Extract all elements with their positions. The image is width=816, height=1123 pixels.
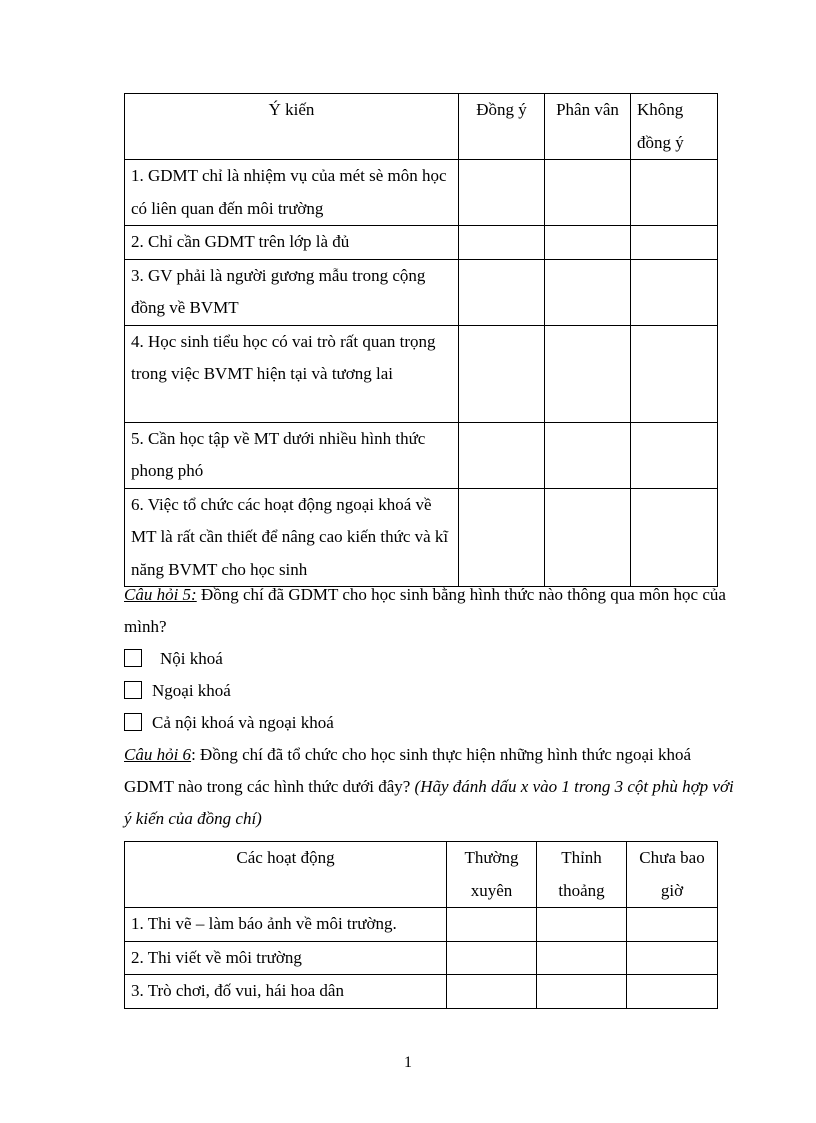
answer-cell[interactable] [545,160,631,226]
answer-cell[interactable] [545,422,631,488]
checkbox[interactable] [124,713,142,731]
option-ca-hai[interactable] [124,707,334,739]
header-cell-sometimes: Thỉnh thoảng [537,842,627,908]
question-6-text: : Đồng chí đã tổ chức cho học sinh thực hiện những hình thức ngoại khoá GDMT nào trong các hình thức dưới đây? [124,745,692,796]
answer-cell[interactable] [537,941,627,975]
question-5-text: Đồng chí đã GDMT cho học sinh bằng hình thức nào thông qua môn học của mình? [124,585,726,636]
row-text: 5. Cần học tập về MT dưới nhiều hình thức phong phó [125,422,459,488]
option-label: Ngoại khoá [152,681,231,700]
page-number: 1 [404,1054,412,1071]
option-ngoai-khoa[interactable] [124,675,231,707]
question-5-label: Câu hỏi 5: [124,585,197,604]
row-text: 3. GV phải là người gương mẫu trong cộng đồng về BVMT [125,259,459,325]
option-noi-khoa[interactable] [124,643,223,675]
row-text: 6. Việc tổ chức các hoạt động ngoại khoá về MT là rất cần thiết để nâng cao kiến thức và kĩ năng BVMT cho học sinh [125,488,459,587]
activities-table [124,841,718,1009]
answer-cell[interactable] [459,160,545,226]
question-5 [124,579,744,643]
row-text: 4. Học sinh tiểu học có vai trò rất quan trọng trong việc BVMT hiện tại và tương lai [125,325,459,422]
header-cell-never: Chưa bao giờ [627,842,718,908]
answer-cell[interactable] [631,259,718,325]
answer-cell[interactable] [631,325,718,422]
option-label: Nội khoá [160,649,223,668]
answer-cell[interactable] [459,325,545,422]
question-6-note: (Hãy đánh dấu x vào 1 trong 3 cột phù hợp với ý kiến của đồng chí) [124,777,734,828]
table-header-row [125,842,718,908]
row-text: 3. Trò chơi, đố vui, hái hoa dân [125,975,447,1009]
answer-cell[interactable] [459,488,545,587]
option-label: Cả nội khoá và ngoại khoá [152,713,334,732]
answer-cell[interactable] [447,908,537,942]
answer-cell[interactable] [627,975,718,1009]
row-text: 1. GDMT chỉ là nhiệm vụ của mét sè môn học có liên quan đến môi trường [125,160,459,226]
table-row [125,488,718,587]
answer-cell[interactable] [537,975,627,1009]
question-6 [124,739,744,835]
header-cell-activities: Các hoạt động [125,842,447,908]
row-text: 2. Chỉ cần GDMT trên lớp là đủ [125,226,459,260]
answer-cell[interactable] [447,941,537,975]
table-row [125,160,718,226]
answer-cell[interactable] [545,325,631,422]
answer-cell[interactable] [631,488,718,587]
table-row [125,941,718,975]
table-row [125,226,718,260]
header-cell-agree: Đồng ý [459,94,545,160]
answer-cell[interactable] [459,259,545,325]
checkbox[interactable] [124,649,142,667]
header-cell-undecided: Phân vân [545,94,631,160]
header-cell-opinion: Ý kiến [125,94,459,160]
table-row [125,422,718,488]
answer-cell[interactable] [545,226,631,260]
answer-cell[interactable] [631,422,718,488]
table-row [125,259,718,325]
header-cell-often: Thường xuyên [447,842,537,908]
answer-cell[interactable] [631,160,718,226]
answer-cell[interactable] [545,259,631,325]
answer-cell[interactable] [627,908,718,942]
checkbox[interactable] [124,681,142,699]
answer-cell[interactable] [627,941,718,975]
row-text: 1. Thi vẽ – làm báo ảnh về môi trường. [125,908,447,942]
answer-cell[interactable] [537,908,627,942]
answer-cell[interactable] [631,226,718,260]
table-row [125,975,718,1009]
opinion-table [124,93,718,587]
answer-cell[interactable] [459,422,545,488]
answer-cell[interactable] [545,488,631,587]
table-row [125,908,718,942]
header-cell-disagree: Không đồng ý [631,94,718,160]
question-6-label: Câu hỏi 6 [124,745,192,764]
answer-cell[interactable] [447,975,537,1009]
answer-cell[interactable] [459,226,545,260]
table-header-row [125,94,718,160]
row-text: 2. Thi viết về môi trường [125,941,447,975]
table-row [125,325,718,422]
